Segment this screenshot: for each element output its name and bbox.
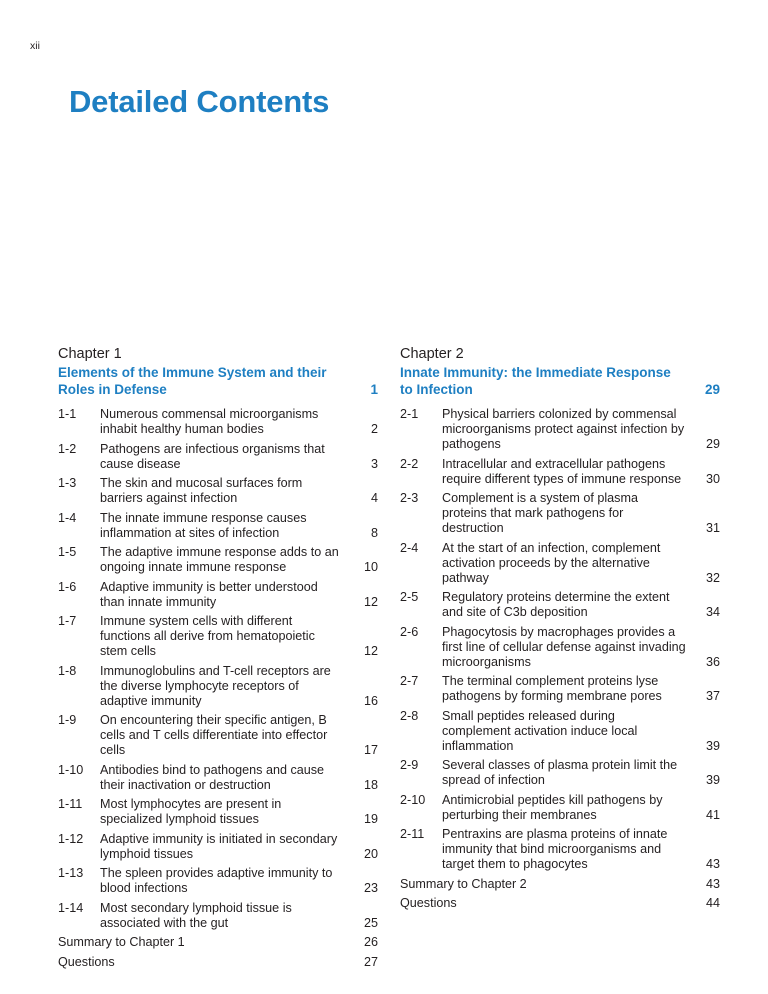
section-number: 1-10 xyxy=(58,762,84,777)
questions-title: Questions xyxy=(400,896,457,910)
toc-entry[interactable] xyxy=(58,442,378,472)
toc-entry[interactable] xyxy=(58,866,378,896)
toc-entry[interactable] xyxy=(400,758,720,788)
section-title: Complement is a system of plasma proteins that mark pathogens for destruction xyxy=(442,491,638,535)
section-page: 37 xyxy=(705,689,720,703)
section-number: 2-1 xyxy=(400,407,419,421)
section-number: 2-3 xyxy=(400,491,419,505)
section-number: 1-5 xyxy=(58,545,77,559)
questions-title: Questions xyxy=(58,954,115,969)
section-page: 4 xyxy=(370,491,378,505)
toc-entry[interactable] xyxy=(400,709,720,754)
toc-entry[interactable] xyxy=(58,407,378,437)
section-title: Several classes of plasma protein limit the spread of infection xyxy=(442,758,678,787)
toc-entry[interactable] xyxy=(58,832,378,862)
section-page: 19 xyxy=(363,812,378,826)
section-number: 2-8 xyxy=(400,708,419,723)
section-page: 30 xyxy=(705,471,720,486)
section-title: Pathogens are infectious organisms that cause disease xyxy=(100,441,325,471)
section-page: 39 xyxy=(705,738,720,753)
section-page: 3 xyxy=(370,456,378,471)
questions-entry[interactable] xyxy=(400,896,720,911)
section-title: Adaptive immunity is initiated in secondary lymphoid tissues xyxy=(100,831,338,861)
section-number: 1-7 xyxy=(58,614,77,628)
section-title: The skin and mucosal surfaces form barriers against infection xyxy=(100,476,303,505)
summary-entry[interactable] xyxy=(58,935,378,950)
section-page: 12 xyxy=(363,644,378,658)
section-number: 2-10 xyxy=(400,792,426,807)
section-title: Antimicrobial peptides kill pathogens by perturbing their membranes xyxy=(442,792,663,822)
section-title: Phagocytosis by macrophages provides a first line of cellular defense against invading microorganisms xyxy=(442,624,686,669)
section-title: Numerous commensal microorganisms inhabit healthy human bodies xyxy=(100,407,319,436)
toc-entry[interactable] xyxy=(58,664,378,709)
chapter-title-link[interactable] xyxy=(400,365,720,398)
section-title: Immune system cells with different functions all derive from hematopoietic stem cells xyxy=(100,614,315,658)
section-page: 20 xyxy=(363,846,378,861)
toc-entry[interactable] xyxy=(400,590,720,620)
section-title: The spleen provides adaptive immunity to blood infections xyxy=(100,866,333,895)
chapter-title: Innate Immunity: the Immediate Response to Infection xyxy=(400,365,671,397)
summary-title: Summary to Chapter 2 xyxy=(400,876,527,891)
section-page: 31 xyxy=(705,521,720,535)
page-title: Detailed Contents xyxy=(69,84,330,119)
section-number: 2-11 xyxy=(400,827,425,841)
questions-page: 27 xyxy=(363,954,378,969)
toc-entry[interactable] xyxy=(400,625,720,670)
chapter-title-link[interactable] xyxy=(58,365,378,398)
summary-title: Summary to Chapter 1 xyxy=(58,935,185,949)
section-number: 1-11 xyxy=(58,797,83,811)
section-number: 1-1 xyxy=(58,407,77,421)
toc-entry[interactable] xyxy=(400,674,720,704)
section-title: The terminal complement proteins lyse pathogens by forming membrane pores xyxy=(442,674,662,703)
section-number: 1-14 xyxy=(58,900,84,915)
section-number: 1-3 xyxy=(58,476,77,490)
section-title: Small peptides released during complement activation induce local inflammation xyxy=(442,708,638,753)
section-page: 43 xyxy=(705,857,720,871)
section-title: On encountering their specific antigen, B cells and T cells differentiate into effector cells xyxy=(100,713,328,757)
section-number: 2-2 xyxy=(400,456,419,471)
summary-page: 26 xyxy=(363,935,378,949)
summary-page: 43 xyxy=(705,876,720,891)
section-number: 1-8 xyxy=(58,663,77,678)
section-page: 10 xyxy=(363,560,378,574)
section-number: 1-9 xyxy=(58,713,77,727)
section-title: Regulatory proteins determine the extent and site of C3b deposition xyxy=(442,590,670,619)
toc-entry[interactable] xyxy=(58,797,378,827)
section-page: 41 xyxy=(705,807,720,822)
toc-entry[interactable] xyxy=(58,614,378,659)
toc-entry[interactable] xyxy=(58,545,378,575)
section-number: 2-6 xyxy=(400,624,419,639)
section-number: 1-12 xyxy=(58,831,84,846)
section-page: 17 xyxy=(363,743,378,757)
section-number: 2-4 xyxy=(400,540,419,555)
section-title: At the start of an infection, complement activation proceeds by the alternative pathway xyxy=(442,540,661,585)
questions-page: 44 xyxy=(705,896,720,910)
toc-entry[interactable] xyxy=(58,763,378,793)
toc-entry[interactable] xyxy=(400,541,720,586)
section-number: 2-9 xyxy=(400,758,419,772)
questions-entry[interactable] xyxy=(58,955,378,970)
section-page: 25 xyxy=(363,915,378,930)
section-number: 1-13 xyxy=(58,866,84,880)
chapter-label: Chapter 2 xyxy=(400,346,464,362)
chapter-page-number: 1 xyxy=(370,381,378,397)
section-page: 23 xyxy=(363,881,378,895)
toc-entry[interactable] xyxy=(400,491,720,536)
section-page: 16 xyxy=(363,693,378,708)
chapter-label: Chapter 1 xyxy=(58,346,122,362)
section-title: The adaptive immune response adds to an ongoing innate immune response xyxy=(100,545,339,574)
section-page: 2 xyxy=(370,422,378,436)
section-page: 34 xyxy=(705,605,720,619)
toc-entry[interactable] xyxy=(58,511,378,541)
section-title: Most lymphocytes are present in specialized lymphoid tissues xyxy=(100,797,282,826)
section-title: Intracellular and extracellular pathogens require different types of immune response xyxy=(442,456,682,486)
chapter-title: Elements of the Immune System and their Roles in Defense xyxy=(58,365,327,397)
toc-entry[interactable] xyxy=(58,713,378,758)
section-title: Physical barriers colonized by commensal microorganisms protect against infection by pathogens xyxy=(442,407,685,451)
section-page: 29 xyxy=(705,437,720,451)
summary-entry[interactable] xyxy=(400,877,720,892)
toc-entry[interactable] xyxy=(400,407,720,452)
toc-entry[interactable] xyxy=(58,580,378,610)
section-number: 2-5 xyxy=(400,590,419,604)
section-page: 18 xyxy=(363,777,378,792)
section-number: 1-4 xyxy=(58,510,77,525)
section-number: 2-7 xyxy=(400,674,419,688)
toc-entry[interactable] xyxy=(400,457,720,487)
section-page: 32 xyxy=(705,570,720,585)
toc-entry[interactable] xyxy=(58,476,378,506)
section-number: 1-6 xyxy=(58,579,77,594)
section-page: 39 xyxy=(705,773,720,787)
section-page: 8 xyxy=(370,525,378,540)
toc-entry[interactable] xyxy=(58,901,378,931)
section-title: Most secondary lymphoid tissue is associated with the gut xyxy=(100,900,292,930)
section-title: Immunoglobulins and T-cell receptors are the diverse lymphocyte receptors of adaptive immunity xyxy=(100,663,331,708)
toc-entry[interactable] xyxy=(400,827,720,872)
section-title: Antibodies bind to pathogens and cause their inactivation or destruction xyxy=(100,762,325,792)
section-number: 1-2 xyxy=(58,441,77,456)
section-page: 12 xyxy=(363,594,378,609)
chapter-2-column xyxy=(400,345,720,916)
chapter-page-number: 29 xyxy=(704,381,720,397)
section-title: Adaptive immunity is better understood than innate immunity xyxy=(100,579,318,609)
page-number: xii xyxy=(30,40,40,52)
section-title: Pentraxins are plasma proteins of innate immunity that bind microorganisms and target them to phagocytes xyxy=(442,827,668,871)
chapter-1-column xyxy=(58,345,378,974)
section-page: 36 xyxy=(705,654,720,669)
section-title: The innate immune response causes inflammation at sites of infection xyxy=(100,510,307,540)
toc-entry[interactable] xyxy=(400,793,720,823)
